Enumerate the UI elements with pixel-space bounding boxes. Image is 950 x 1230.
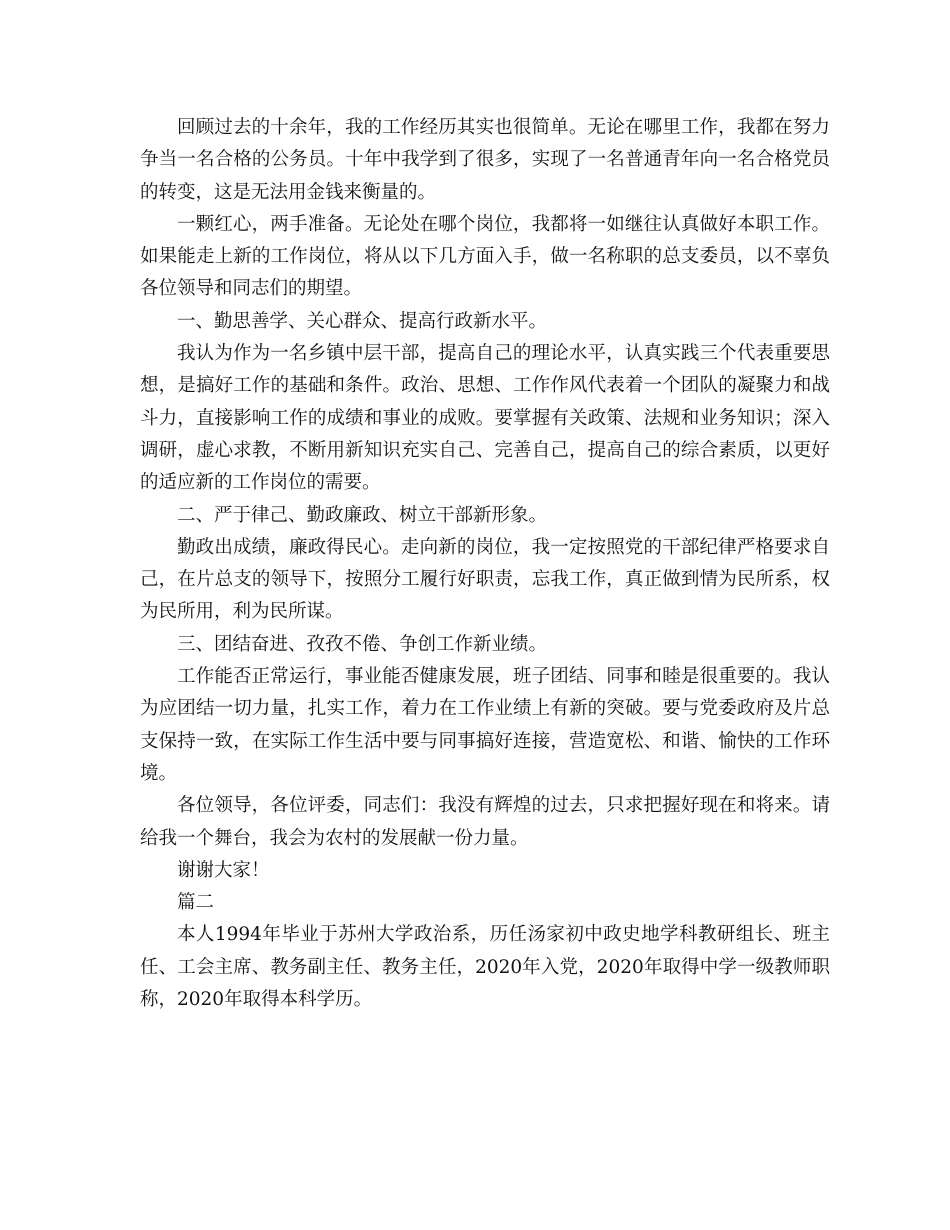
paragraph-thanks: 谢谢大家！	[177, 859, 270, 881]
paragraph-preparation: 一颗红心，两手准备。无论处在哪个岗位，我都将一如继往认真做好本职工作。如果能走上新的工作岗位，将从以下几方面入手，做一名称职的总支委员，以不辜负各位领导和同志们的期望。	[140, 213, 830, 300]
section-heading-part-two: 篇二	[177, 892, 215, 914]
paragraph-biography: 本人1994年毕业于苏州大学政治系，历任汤家初中政史地学科教研组长、班主任、工会主席、教务副主任、教务主任，2020年入党，2020年取得中学一级教师职称，2020年取得本科学历。	[140, 924, 830, 1011]
paragraph-closing: 各位领导，各位评委，同志们：我没有辉煌的过去，只求把握好现在和将来。请给我一个舞台，我会为农村的发展献一份力量。	[140, 795, 830, 849]
paragraph-point-two: 勤政出成绩，廉政得民心。走向新的岗位，我一定按照党的干部纪律严格要求自己，在片总支的领导下，按照分工履行好职责，忘我工作，真正做到情为民所系，权为民所用，利为民所谋。	[140, 536, 830, 623]
heading-point-three: 三、团结奋进、孜孜不倦、争创工作新业绩。	[177, 633, 548, 655]
heading-point-one: 一、勤思善学、关心群众、提高行政新水平。	[177, 310, 548, 332]
paragraph-review: 回顾过去的十余年，我的工作经历其实也很简单。无论在哪里工作，我都在努力争当一名合格的公务员。十年中我学到了很多，实现了一名普通青年向一名合格党员的转变，这是无法用金钱来衡量的。	[140, 117, 830, 203]
paragraph-point-three: 工作能否正常运行，事业能否健康发展，班子团结、同事和睦是很重要的。我认为应团结一切力量，扎实工作，着力在工作业绩上有新的突破。要与党委政府及片总支保持一致，在实际工作生活中要与同事搞好连接，营造宽松、和谐、愉快的工作环境。	[140, 666, 830, 784]
document-body	[140, 112, 830, 1016]
heading-point-two: 二、严于律己、勤政廉政、树立干部新形象。	[177, 504, 548, 526]
paragraph-point-one: 我认为作为一名乡镇中层干部，提高自己的理论水平，认真实践三个代表重要思想，是搞好工作的基础和条件。政治、思想、工作作风代表着一个团队的凝聚力和战斗力，直接影响工作的成绩和事业的成败。要掌握有关政策、法规和业务知识；深入调研，虚心求教，不断用新知识充实自己、完善自己，提高自己的综合素质，以更好的适应新的工作岗位的需要。	[140, 343, 830, 494]
